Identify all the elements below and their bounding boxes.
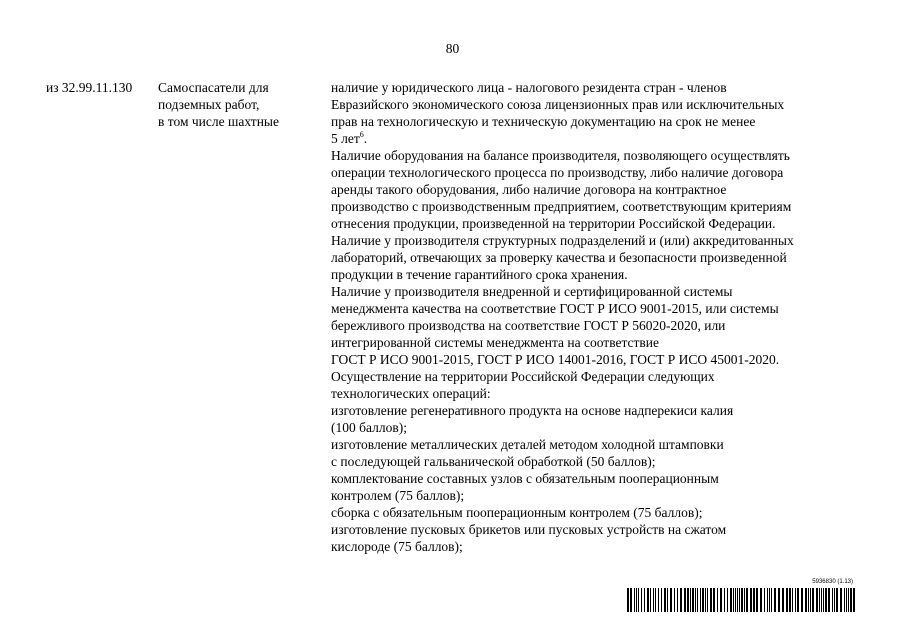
requirement-line: менеджмента качества на соответствие ГОСТ Р ИСО 9001-2015, или системы <box>331 301 779 316</box>
requirement-line: изготовление металлических деталей методом холодной штамповки <box>331 437 724 452</box>
requirements-text <box>331 79 871 555</box>
requirement-line: прав на технологическую и техническую документацию на срок не менее <box>331 114 756 129</box>
requirement-text: . <box>363 131 368 146</box>
page-number: 80 <box>445 41 460 56</box>
requirement-line: Наличие у производителя структурных подразделений и (или) аккредитованных <box>331 233 794 248</box>
requirement-line: бережливого производства на соответствие ГОСТ Р 56020-2020, или <box>331 318 726 333</box>
requirement-line: кислороде (75 баллов); <box>331 539 463 554</box>
requirement-line: технологических операций: <box>331 386 491 401</box>
requirement-line: изготовление регенеративного продукта на основе надперекиси калия <box>331 403 734 418</box>
requirement-line: Осуществление на территории Российской Федерации следующих <box>331 369 715 384</box>
barcode-bar <box>853 588 855 612</box>
requirement-text: 5 лет <box>331 131 360 146</box>
requirement-line: отнесения продукции, произведенной на территории Российской Федерации. <box>331 216 776 231</box>
footnote-marker: 6 <box>359 130 364 139</box>
requirement-line: аренды такого оборудования, либо наличие договора на контрактное <box>331 182 727 197</box>
requirement-line: Наличие у производителя внедренной и сертифицированной системы <box>331 284 733 299</box>
requirement-line: изготовление пусковых брикетов или пусковых устройств на сжатом <box>331 522 727 537</box>
barcode <box>627 588 855 612</box>
requirement-line: ГОСТ Р ИСО 9001-2015, ГОСТ Р ИСО 14001-2016, ГОСТ Р ИСО 45001-2020. <box>331 352 780 367</box>
requirement-line: (100 баллов); <box>331 420 407 435</box>
requirement-line: комплектование составных узлов с обязательным пооперационным <box>331 471 719 486</box>
requirement-line: Евразийского экономического союза лицензионных прав или исключительных <box>331 97 785 112</box>
product-name-line: Самоспасатели для <box>158 80 269 95</box>
requirement-line: сборка с обязательным пооперационным контролем (75 баллов); <box>331 505 703 520</box>
okpd2-code: из 32.99.11.130 <box>46 80 133 95</box>
product-name-line: подземных работ, <box>158 97 260 112</box>
document-id: 5936830 (1.13) <box>812 579 853 585</box>
requirement-line: Наличие оборудования на балансе производителя, позволяющего осуществлять <box>331 148 790 163</box>
requirement-line-footnote <box>331 130 871 147</box>
requirement-line: лабораторий, отвечающих за проверку качества и безопасности произведенной <box>331 250 787 265</box>
product-name <box>158 79 318 130</box>
requirement-line: наличие у юридического лица - налогового резидента стран - членов <box>331 80 727 95</box>
requirement-line: продукции в течение гарантийного срока хранения. <box>331 267 628 282</box>
requirement-line: операции технологического процесса по производству, либо наличие договора <box>331 165 784 180</box>
requirement-line: контролем (75 баллов); <box>331 488 465 503</box>
requirement-line: производство с производственным предприятием, соответствующим критериям <box>331 199 792 214</box>
product-name-line: в том числе шахтные <box>158 114 279 129</box>
requirement-line: интегрированной системы менеджмента на соответствие <box>331 335 660 350</box>
requirement-line: с последующей гальванической обработкой (50 баллов); <box>331 454 656 469</box>
